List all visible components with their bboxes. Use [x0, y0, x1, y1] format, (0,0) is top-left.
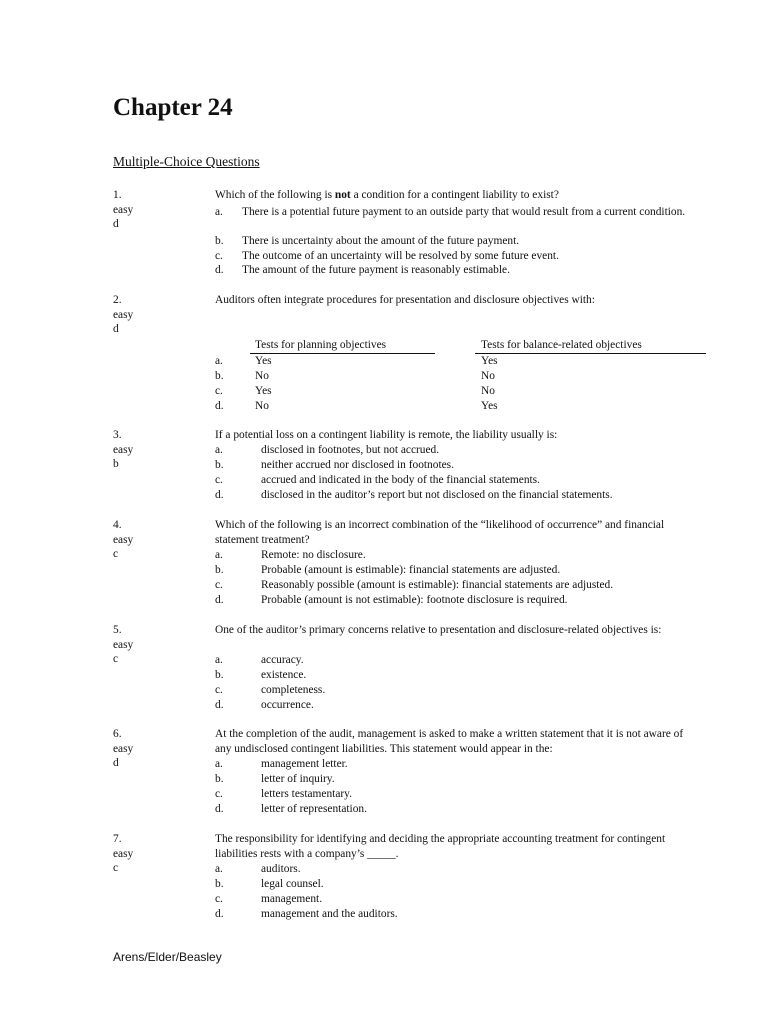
question-answer: d: [113, 757, 119, 770]
question-stem: At the completion of the audit, management is asked to make a written statement that it is not aware of any undisclosed contingent liabilities. This statement would appear in the:: [215, 728, 684, 755]
question-answer: c: [113, 653, 119, 666]
question-difficulty: easy: [113, 308, 134, 321]
section-title: Multiple-Choice Questions: [113, 154, 260, 169]
question-difficulty: easy: [113, 847, 134, 860]
question-difficulty: easy: [113, 533, 134, 546]
chapter-title: Chapter 24: [113, 94, 233, 121]
question-stem: The responsibility for identifying and deciding the appropriate accounting treatment for contingent liabilities rests with a company’s _____.: [215, 833, 666, 860]
emphasis-word: not: [334, 189, 351, 201]
question-number: 1.: [113, 189, 122, 201]
question-number: 5.: [113, 624, 122, 636]
question-meta: [113, 727, 193, 771]
question-meta: [113, 623, 193, 667]
question-difficulty: easy: [113, 638, 134, 651]
question-answer: b: [113, 458, 119, 471]
question-meta: [113, 832, 193, 876]
table-header-planning: Tests for planning objectives: [250, 338, 435, 354]
question-stem: Which of the following is not a condition for a contingent liability to exist?: [215, 189, 559, 201]
question-meta: [113, 188, 193, 232]
question-difficulty: easy: [113, 203, 134, 216]
page-footer: Arens/Elder/Beasley: [113, 950, 222, 964]
question-number: 3.: [113, 429, 122, 441]
question-number: 4.: [113, 519, 122, 531]
table-header-balance: Tests for balance-related objectives: [475, 338, 706, 354]
question-answer: c: [113, 548, 119, 561]
question-stem: Which of the following is an incorrect combination of the “likelihood of occurrence” and financial statement treatment?: [215, 519, 665, 546]
question-stem: Auditors often integrate procedures for presentation and disclosure objectives with:: [215, 294, 595, 306]
question-answer: c: [113, 862, 119, 875]
question-meta: [113, 518, 193, 562]
question-meta: [113, 428, 193, 472]
question-difficulty: easy: [113, 742, 134, 755]
question-difficulty: easy: [113, 443, 134, 456]
question-answer: d: [113, 323, 119, 336]
question-number: 7.: [113, 833, 122, 845]
question-stem: If a potential loss on a contingent liability is remote, the liability usually is:: [215, 429, 558, 441]
question-answer: d: [113, 218, 119, 231]
question-number: 6.: [113, 728, 122, 740]
question-meta: [113, 293, 193, 337]
question-stem: One of the auditor’s primary concerns relative to presentation and disclosure-related objectives is:: [215, 624, 662, 636]
question-number: 2.: [113, 294, 122, 306]
